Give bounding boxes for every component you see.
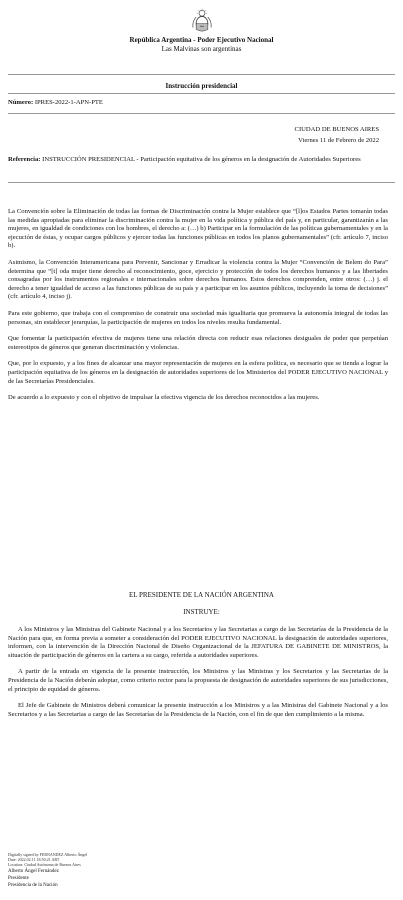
instructions — [8, 626, 388, 727]
number-value: IPRES-2022-1-APN-PTE — [34, 99, 103, 106]
place-date — [295, 124, 379, 146]
instruction-item: El Jefe de Gabinete de Ministros deberá comunicar la presente instrucción a los Ministros y a las Ministras del Gabinete Nacional y a los Secretarios y a las Secretarias a cargo de las Secretarías de la Presidencia de la Nación, con el fin de que den cumplimiento a la misma. — [8, 702, 388, 718]
number-divider — [8, 113, 395, 114]
paragraph: Asimismo, la Convención Interamericana para Prevenir, Sancionar y Erradicar la violencia contra la Mujer “Convención de Belem do Para” determina que “[t] oda mujer tiene derecho al reconocimiento, goce, ejercicio y protección de todos los derechos humanos y a las libertades consagradas por los instrumentos regionales e internacionales sobre derechos humanos. Estos derechos comprenden, entre otros: (…) j. el derecho a tener igualdad de acceso a las funciones públicas de su país y a participar en los asuntos públicos, incluyendo la toma de decisiones” (cfr. artículo 4, inciso j). — [8, 258, 388, 301]
signatory-role: Presidente — [8, 876, 29, 881]
paragraph: La Convención sobre la Eliminación de todas las formas de Discriminación contra la Mujer establece que “[l]os Estados Partes tomarán todas las medidas apropiadas para eliminar la discriminación contra la mujer en la vida política y pública del país y, en particular, garantizarán a las mujeres, en igualdad de condiciones con los hombres, el derecho a: (…) b) Participar en la formulación de las políticas gubernamentales y en la ejecución de éstas, y ocupar cargos públicos y ejercer todas las funciones públicas en todos los planos gubernamentales” (cfr. artículo 7, inciso b). — [8, 208, 388, 250]
paragraph: Que, por lo expuesto, y a los fines de alcanzar una mayor representación de mujeres en la esfera política, es necesario que se tienda a lograr la participación equitativa de los géneros en la designación de autoridades superiores de los Ministerios del PODER EJECUTIVO NACIONAL y de las Secretarías Presidenciales. — [8, 360, 388, 385]
digital-signature-stamp — [8, 852, 87, 867]
reference-label: Referencia: — [8, 156, 41, 163]
president-heading: EL PRESIDENTE DE LA NACIÓN ARGENTINA — [129, 591, 274, 599]
paragraph: Que fomentar la participación efectiva de mujeres tiene una relación directa con reducir esas relaciones desiguales de poder que perpetúan estereotipos de géneros que generan discriminación y violencias. — [8, 335, 388, 351]
signatory-organization: Presidencia de la Nación — [8, 883, 58, 888]
signature-location: Location: Ciudad Autónoma de Buenos Aires — [8, 862, 81, 867]
document-number — [8, 99, 103, 106]
instruction-item: A los Ministros y las Ministras del Gabinete Nacional y a los Secretarios y las Secretarias a cargo de las Secretarías de la Presidencia de la Nación para que, en forma previa a someter a consideración del PODER EJECUTIVO NACIONAL la designación de autoridades superiores, informen, con la intervención de la Dirección Nacional de Diseño Organizacional de la JEFATURA DE GABINETE DE MINISTROS, la situación de participación de géneros en la cartera a su cargo, referida a autoridades superiores. — [8, 626, 388, 659]
signature-line: Digitally signed by FERNANDEZ Alberto Ángel — [8, 852, 88, 857]
header-line-2: Las Malvinas son argentinas — [161, 45, 242, 53]
instruction-item: A partir de la entrada en vigencia de la presente instrucción, los Ministros y las Ministras y los Secretarios y las Secretarias de la Presidencia de la Nación deberán adoptar, como criterio rector para la propuesta de designación de autoridades superiores de sus jurisdicciones, el principio de equidad de géneros. — [8, 668, 388, 693]
place-text: CIUDAD DE BUENOS AIRES — [294, 126, 379, 133]
document-title: Instrucción presidencial — [165, 82, 238, 90]
title-divider — [8, 93, 395, 94]
considerations — [8, 208, 388, 411]
reference — [8, 155, 388, 164]
signatory-block — [8, 868, 59, 889]
header-divider — [8, 74, 395, 75]
paragraph: Para este gobierno, que trabaja con el compromiso de construir una sociedad más igualitaria que promueva la autonomía integral de todas las personas, sin establecer jerarquías, la participación de mujeres en todos los niveles resulta fundamental. — [8, 309, 388, 326]
argentina-coat-of-arms-icon — [189, 8, 215, 34]
instruye-heading: INSTRUYE: — [183, 608, 220, 616]
document-header — [0, 2, 403, 54]
number-label: Número: — [8, 99, 34, 106]
signature-date: Date: 2022.02.11 18:50:21 ART — [8, 857, 60, 862]
date-text: Viernes 11 de Febrero de 2022 — [298, 137, 379, 144]
header-line-1: República Argentina - Poder Ejecutivo Nacional — [129, 36, 274, 44]
paragraph: De acuerdo a lo expuesto y con el objetivo de impulsar la efectiva vigencia de los derechos reconocidos a las mujeres. — [8, 394, 320, 402]
signatory-name: Alberto Ángel Fernández — [8, 869, 59, 874]
reference-divider — [8, 182, 395, 183]
reference-text: INSTRUCCIÓN PRESIDENCIAL - Participación equitativa de los géneros en la designación de Autoridades Superiores — [42, 156, 361, 163]
